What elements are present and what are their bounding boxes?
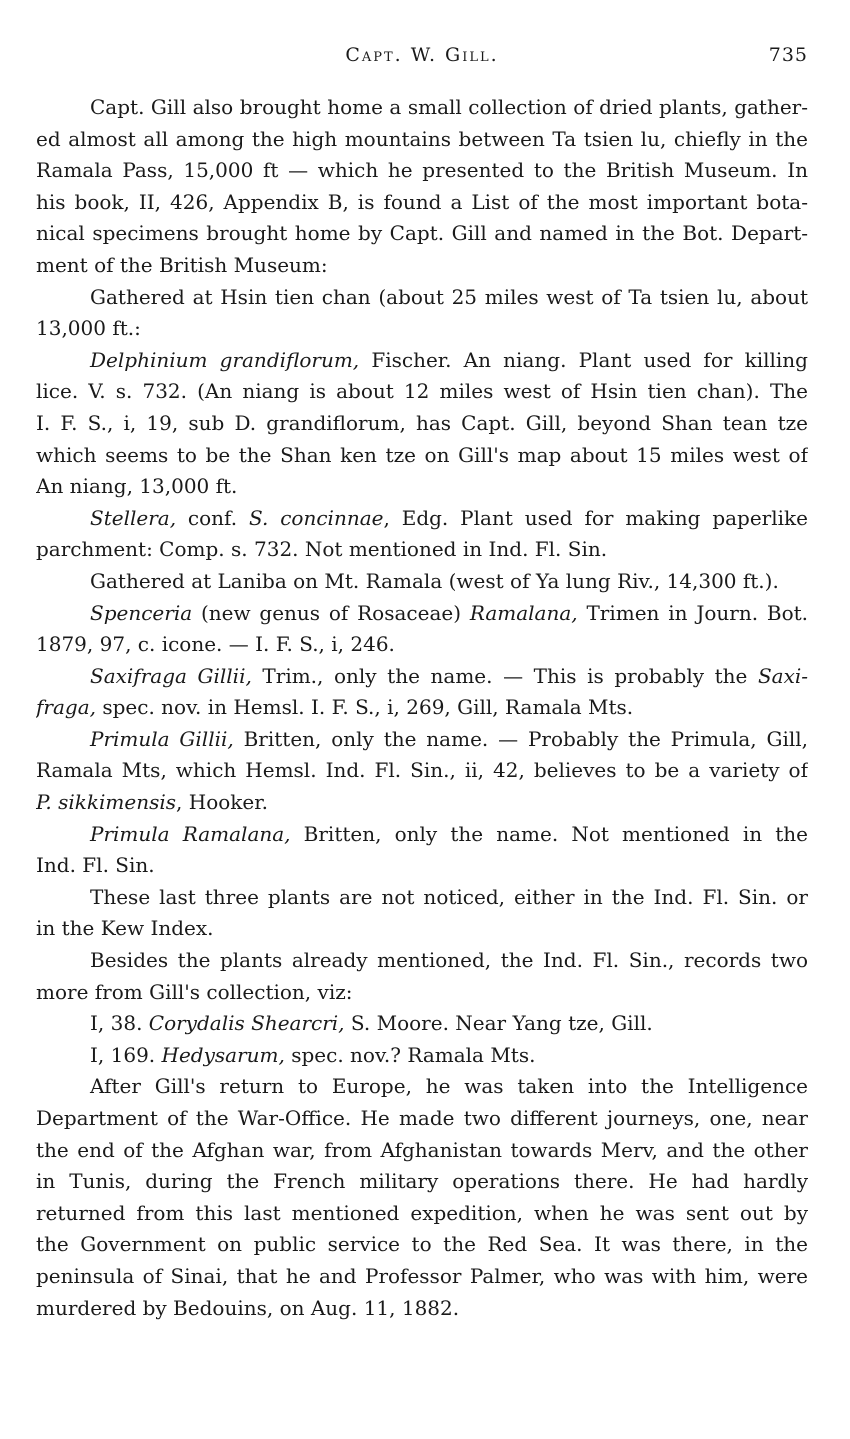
text-line [36, 92, 808, 124]
text-line [36, 1198, 808, 1230]
text-segment: nical specimens brought home by Capt. Gill and named in the Bot. Depart- [36, 221, 808, 246]
body-text [36, 92, 808, 1324]
text-segment: spec. nov.? Ramala Mts. [284, 1042, 536, 1067]
text-line [36, 218, 808, 250]
italic-text: Primula Ramalana, [90, 821, 291, 846]
text-line [36, 692, 808, 724]
text-segment: Ramala Mts, which Hemsl. Ind. Fl. Sin., ii, 42, believes to be a variety of [36, 758, 808, 783]
text-line [36, 629, 808, 661]
text-line [36, 408, 808, 440]
text-line [36, 345, 808, 377]
text-segment: (new genus of Rosaceae) [192, 600, 470, 625]
italic-text: Delphinium grandiflorum, [90, 347, 360, 372]
text-segment: Trimen in Journ. Bot. [577, 600, 808, 625]
italic-text: Stellera, [90, 505, 177, 530]
italic-text: Spenceria [90, 600, 193, 625]
text-segment: Ind. Fl. Sin. [36, 853, 155, 878]
italic-text: fraga, [36, 695, 96, 720]
italic-text: Saxifraga Gillii, [90, 663, 252, 688]
text-line [36, 913, 808, 945]
text-segment: his book, II, 426, Appendix B, is found a List of the most important bota- [36, 189, 808, 214]
text-line [36, 1008, 808, 1040]
running-head: Capt. W. Gill. [345, 44, 499, 66]
text-segment: spec. nov. in Hemsl. I. F. S., i, 269, Gill, Ramala Mts. [95, 695, 634, 720]
text-line [36, 1135, 808, 1167]
text-line [36, 1071, 808, 1103]
text-line [36, 755, 808, 787]
text-line [36, 882, 808, 914]
text-segment: the Government on public service to the Red Sea. It was there, in the [36, 1232, 808, 1257]
text-segment: An niang, 13,000 ft. [36, 474, 238, 499]
text-line [36, 724, 808, 756]
text-line [36, 787, 808, 819]
text-segment: peninsula of Sinai, that he and Professor Palmer, who was with him, were [36, 1263, 808, 1288]
text-segment: ment of the British Museum: [36, 252, 328, 277]
text-segment: , Edg. Plant used for making paperlike [383, 505, 808, 530]
italic-text: Hedysarum, [161, 1042, 285, 1067]
text-line [36, 661, 808, 693]
text-segment: 1879, 97, c. icone. — I. F. S., i, 246. [36, 632, 395, 657]
text-line [36, 1261, 808, 1293]
text-segment: ed almost all among the high mountains between Ta tsien lu, chiefly in the [36, 126, 808, 151]
text-line [36, 850, 808, 882]
text-segment: I. F. S., i, 19, sub D. grandiflorum, has Capt. Gill, beyond Shan tean tze [36, 410, 808, 435]
text-segment: Capt. Gill also brought home a small collection of dried plants, gather- [90, 95, 808, 119]
text-line [36, 503, 808, 535]
text-line [36, 155, 808, 187]
text-segment: in the Kew Index. [36, 916, 214, 941]
text-line [36, 187, 808, 219]
text-line [36, 282, 808, 314]
italic-text: Primula Gillii, [90, 726, 234, 751]
text-line [36, 1166, 808, 1198]
page-number: 735 [768, 44, 808, 66]
text-line [36, 440, 808, 472]
text-segment: returned from this last mentioned expedition, when he was sent out by [36, 1200, 808, 1225]
text-line [36, 945, 808, 977]
text-segment: lice. V. s. 732. (An niang is about 12 miles west of Hsin tien chan). The [36, 379, 808, 404]
text-segment: Britten, only the name. — Probably the Primula, Gill, [233, 726, 808, 751]
text-segment: I, 169. [90, 1042, 162, 1067]
text-segment: Trim., only the name. — This is probably the [251, 663, 758, 688]
text-segment: Britten, only the name. Not mentioned in the [290, 821, 808, 846]
italic-text: Corydalis Shearcri, [148, 1011, 345, 1036]
italic-text: S. concinnae [249, 505, 384, 530]
text-segment: Gathered at Hsin tien chan (about 25 miles west of Ta tsien lu, about [90, 284, 808, 309]
italic-text: Saxi- [757, 663, 808, 688]
italic-text: P. sikkimensis [36, 790, 177, 815]
text-line [36, 1103, 808, 1135]
text-segment: I, 38. [90, 1011, 149, 1036]
text-segment: more from Gill's collection, viz: [36, 979, 353, 1004]
text-segment: Department of the War-Office. He made two different journeys, one, near [36, 1106, 808, 1130]
text-segment: S. Moore. Near Yang tze, Gill. [344, 1011, 653, 1036]
text-line [36, 598, 808, 630]
text-segment: which seems to be the Shan ken tze on Gill's map about 15 miles west of [36, 442, 808, 467]
text-segment: Gathered at Laniba on Mt. Ramala (west of Ya lung Riv., 14,300 ft.). [90, 568, 779, 593]
text-segment: These last three plants are not noticed, either in the Ind. Fl. Sin. or [90, 884, 808, 909]
page-header [36, 44, 808, 74]
italic-text: Ramalana, [469, 600, 578, 625]
text-line [36, 313, 808, 345]
text-segment: After Gill's return to Europe, he was taken into the Intelligence [90, 1074, 808, 1099]
text-segment: in Tunis, during the French military operations there. He had hardly [36, 1169, 808, 1194]
text-segment: the end of the Afghan war, from Afghanistan towards Merv, and the other [36, 1137, 808, 1162]
text-segment: 13,000 ft.: [36, 316, 141, 341]
text-line [36, 1293, 808, 1325]
text-line [36, 471, 808, 503]
text-line [36, 977, 808, 1009]
text-line [36, 1040, 808, 1072]
text-line [36, 124, 808, 156]
text-segment: conf. [176, 505, 249, 530]
text-segment: Fischer. An niang. Plant used for killing [359, 347, 808, 372]
text-line [36, 534, 808, 566]
text-segment: Besides the plants already mentioned, the Ind. Fl. Sin., records two [90, 948, 808, 973]
text-line [36, 566, 808, 598]
text-line [36, 1229, 808, 1261]
text-line [36, 376, 808, 408]
text-line [36, 819, 808, 851]
text-segment: parchment: Comp. s. 732. Not mentioned in Ind. Fl. Sin. [36, 537, 608, 562]
text-line [36, 250, 808, 282]
text-segment: murdered by Bedouins, on Aug. 11, 1882. [36, 1295, 460, 1320]
text-segment: Ramala Pass, 15,000 ft — which he presented to the British Museum. In [36, 158, 808, 183]
text-segment: , Hooker. [176, 790, 268, 815]
